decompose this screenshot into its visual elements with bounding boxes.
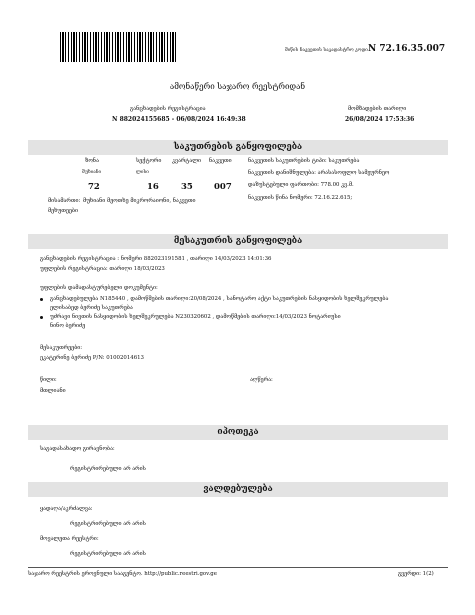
basis-item-2-cont: ნინო ბერიძე (50, 323, 86, 329)
share-value: მთლიანი (40, 388, 66, 394)
address-value: მუხიანი მეოთხე მიკრორაიონი, ნაკვეთი (83, 198, 196, 204)
agency-title: ამონაწერი საჯარო რეესტრიდან (169, 82, 306, 91)
parcel-value: 007 (214, 182, 232, 192)
parcel-purpose: ნაკვეთის დანიშნულება: არასასოფლო სამეურნეო (248, 170, 390, 176)
basis-label: უფლების დამადასტურებელი დოკუმენტი: (40, 285, 158, 291)
parcel-label: ნაკვეთი (209, 158, 232, 164)
mortgage-section-title: იპოთეკა (28, 425, 448, 440)
property-section-title: საკუთრების განყოფილება (28, 140, 448, 155)
tax-pledge-value: რეგისტრირებული არ არის (70, 466, 146, 472)
bullet-icon (40, 298, 43, 301)
basis-item-1: განცხადებულება N185440 , დამოწმების თარიღი:20/08/2024 , სანოტარო აქტი საკუთრების ნასყიდობის ხელშეკრულება (50, 296, 389, 302)
owners-value: ეკატერინე ბერიძე P/N: 01002014613 (40, 355, 144, 361)
share-label: წილი: (40, 377, 57, 383)
owner-section-title: მესაკუთრის განყოფილება (28, 234, 448, 249)
debtor-registry-value: რეგისტრირებული არ არის (70, 551, 146, 557)
debtor-registry-label: მოვალეთა რეესტრი: (40, 536, 99, 542)
sector-sub-label: ლისი (136, 170, 149, 175)
application-label: განცხადების რეგისტრაცია (130, 106, 206, 112)
barcode-image (60, 32, 178, 62)
application-value: N 882024155685 - 06/08/2024 16:49:38 (112, 116, 246, 123)
basis-item-2: უძრავი ნივთის ნასყიდობის ხელშეკრულება N230320602 , დამოწმების თარიღი:14/03/2023 ნოტარიუსი (50, 314, 341, 320)
zone-sub-label: მუხიანი (82, 170, 102, 175)
issue-value: 26/08/2024 17:53:36 (345, 116, 415, 123)
quarter-label: კვარტალი (172, 158, 202, 164)
zone-label: ზონა (85, 158, 99, 164)
ref-number: N 72.16.35.007 (368, 44, 446, 54)
description-label: აღწერა: (250, 377, 273, 383)
seizure-value: რეგისტრირებული არ არის (70, 521, 146, 527)
page-number: გვერდი: 1(2) (398, 571, 434, 577)
bullet-icon (40, 316, 43, 319)
ownership-type: ნაკვეთის საკუთრების ტიპი: საკუთრება (248, 158, 360, 164)
address-value-cont: მეხუთეები (48, 208, 79, 214)
basis-item-1-cont: ელისაბედ ბერიძე საკუთრება (50, 305, 133, 311)
footer-divider (28, 567, 448, 568)
parcel-area: დაზუსტებული ფართობი: 778.00 კვ.მ. (248, 182, 354, 188)
owners-label: მესაკუთრეები: (40, 345, 83, 351)
owner-right-date: უფლების რეგისტრაცია: თარიღი 18/03/2023 (40, 266, 165, 272)
tax-pledge-label: საგადასახადო გირავნობა: (40, 446, 115, 452)
quarter-value: 35 (181, 182, 193, 192)
footer-site-link[interactable]: საჯარო რეესტრის ეროვნული სააგენტო. http://public.reestri.gov.ge (28, 571, 217, 577)
issue-label: მომზადების თარიღი (348, 106, 407, 112)
previous-parcel-number: ნაკვეთის წინა ნომერი: 72.16.22.615; (248, 195, 353, 201)
sector-label: სექტორი (136, 158, 162, 164)
zone-value: 72 (88, 182, 100, 192)
sector-value: 16 (147, 182, 159, 192)
owner-registration: განცხადების რეგისტრაცია : ნომერი 882023191581 , თარიღი 14/03/2023 14:01:36 (40, 256, 272, 262)
ref-label: მიწის ნაკვეთის საკადასტრო კოდი (285, 48, 368, 53)
address-label: მისამართი: (48, 198, 81, 204)
seizure-label: ყადაღა/აკრძალვა: (40, 506, 93, 512)
debts-section-title: ვალდებულება (28, 482, 448, 497)
